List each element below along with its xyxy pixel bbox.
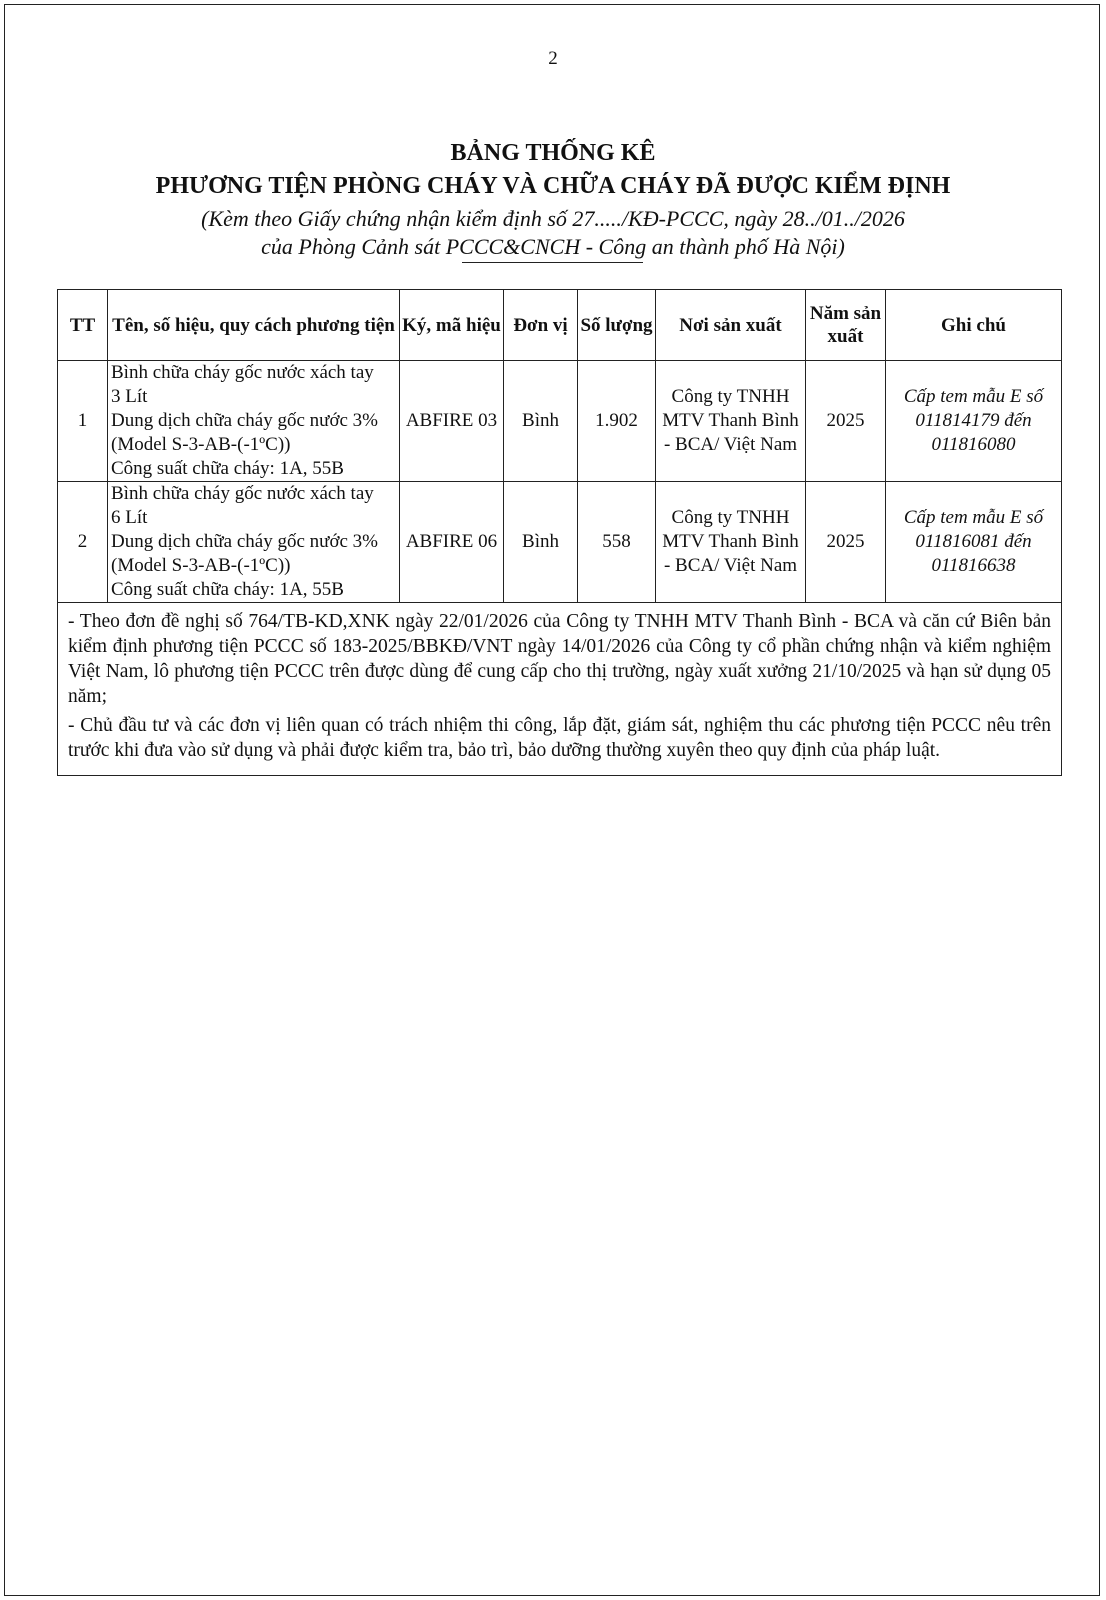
row-year: 2025 (806, 361, 886, 482)
note-paragraph: - Theo đơn đề nghị số 764/TB-KD,XNK ngày 22/01/2026 của Công ty TNHH MTV Thanh Bình - BCA và căn cứ Biên bản kiểm định phương tiện PCCC số 183-2025/BBKĐ/VNT ngày 14/01/2026 của Công ty cổ phần chứng nhận và kiểm nghiệm Việt Nam, lô phương tiện PCCC trên được dùng để cung cấp cho thị trường, ngày xuất xưởng 21/10/2025 và hạn sử dụng 05 năm; (68, 611, 1051, 707)
row-origin: Công ty TNHH MTV Thanh Bình - BCA/ Việt Nam (656, 361, 806, 482)
row-code: ABFIRE 06 (400, 482, 504, 603)
header-year: Năm sản xuất (806, 290, 886, 361)
header-tt: TT (58, 290, 108, 361)
header-name: Tên, số hiệu, quy cách phương tiện (108, 290, 400, 361)
header-origin: Nơi sản xuất (656, 290, 806, 361)
spec-line: 3 Lít (111, 386, 148, 407)
row-origin: Công ty TNHH MTV Thanh Bình - BCA/ Việt Nam (656, 482, 806, 603)
equipment-table (57, 289, 1062, 776)
row-note: Cấp tem mẫu E số 011814179 đến 011816080 (886, 361, 1062, 482)
spec-line: 6 Lít (111, 507, 148, 528)
document-subtitle-line-2: của Phòng Cảnh sát PCCC&CNCH - Công an thành phố Hà Nội) (261, 234, 845, 259)
spec-line: Bình chữa cháy gốc nước xách tay (111, 362, 374, 383)
row-spec (108, 482, 400, 603)
notes-cell (58, 603, 1062, 776)
table-row (58, 482, 1062, 603)
spec-line: Dung dịch chữa cháy gốc nước 3% (111, 410, 379, 431)
document-title-line-2: PHƯƠNG TIỆN PHÒNG CHÁY VÀ CHỮA CHÁY ĐÃ ĐƯỢC KIỂM ĐỊNH (155, 173, 951, 199)
row-quantity: 1.902 (578, 361, 656, 482)
spec-line: Dung dịch chữa cháy gốc nước 3% (111, 531, 379, 552)
spec-line: Công suất chữa cháy: 1A, 55B (111, 458, 344, 479)
subtitle-underline (462, 262, 643, 263)
spec-line: (Model S-3-AB-(-1ºC)) (111, 434, 291, 455)
row-unit: Bình (504, 361, 578, 482)
row-tt: 2 (58, 482, 108, 603)
table-row (58, 361, 1062, 482)
header-code: Ký, mã hiệu (400, 290, 504, 361)
row-note: Cấp tem mẫu E số 011816081 đến 011816638 (886, 482, 1062, 603)
page-number: 2 (548, 48, 558, 69)
spec-line: (Model S-3-AB-(-1ºC)) (111, 555, 291, 576)
row-tt: 1 (58, 361, 108, 482)
document-title: BẢNG THỐNG KÊ (450, 140, 656, 166)
row-unit: Bình (504, 482, 578, 603)
document-subtitle: (Kèm theo Giấy chứng nhận kiểm định số 27...../KĐ-PCCC, ngày 28../01../2026 (201, 206, 905, 231)
row-spec (108, 361, 400, 482)
note-paragraph: - Chủ đầu tư và các đơn vị liên quan có trách nhiệm thi công, lắp đặt, giám sát, nghiệm thu các phương tiện PCCC nêu trên trước khi đưa vào sử dụng và phải được kiểm tra, bảo trì, bảo dưỡng thường xuyên theo quy định của pháp luật. (68, 715, 1051, 761)
spec-line: Công suất chữa cháy: 1A, 55B (111, 579, 344, 600)
row-code: ABFIRE 03 (400, 361, 504, 482)
header-quantity: Số lượng (578, 290, 656, 361)
header-unit: Đơn vị (504, 290, 578, 361)
spec-line: Bình chữa cháy gốc nước xách tay (111, 483, 374, 504)
notes-row (58, 603, 1062, 776)
row-quantity: 558 (578, 482, 656, 603)
row-year: 2025 (806, 482, 886, 603)
table-header-row (58, 290, 1062, 361)
header-note: Ghi chú (886, 290, 1062, 361)
